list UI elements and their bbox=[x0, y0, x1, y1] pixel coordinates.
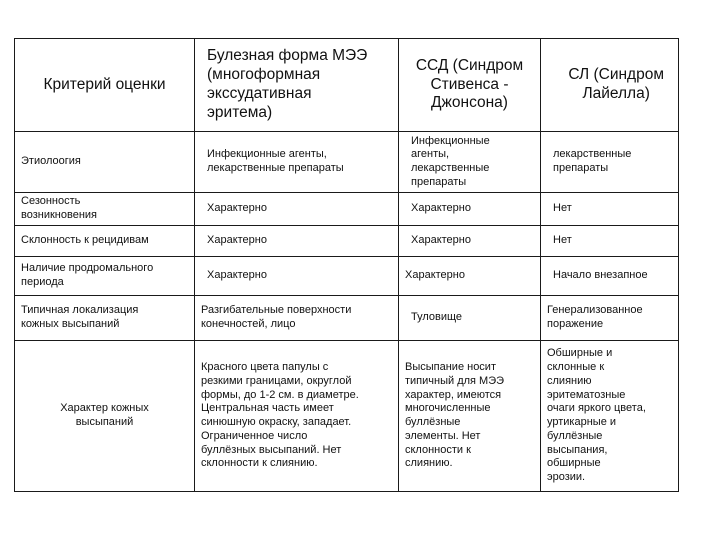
table-row bbox=[15, 257, 679, 296]
ssd-cell bbox=[399, 296, 541, 341]
sl-cell bbox=[541, 341, 679, 492]
ssd-cell bbox=[399, 257, 541, 296]
ssd-cell bbox=[399, 132, 541, 193]
mee-cell bbox=[195, 341, 399, 492]
criterion-text: Характер кожных высыпаний bbox=[60, 402, 149, 428]
mee-text: Красного цвета папулы с резкими границами, округлой формы, до 1-2 см. в диаметре. Центральная часть имеет синюшную окраску, западает. Ограниченное число буллёзных высыпаний. Нет склонности к слиянию. bbox=[201, 361, 359, 470]
sl-text: Нет bbox=[553, 202, 572, 215]
criterion-text: Сезонность возникновения bbox=[21, 195, 97, 221]
criterion-cell bbox=[15, 296, 195, 341]
sl-cell bbox=[541, 257, 679, 296]
table-row bbox=[15, 296, 679, 341]
criterion-text: Этиолоогия bbox=[21, 155, 81, 168]
ssd-text: Туловище bbox=[411, 311, 463, 324]
sl-text: Генерализованное поражение bbox=[547, 304, 643, 330]
header-criterion-label: Критерий оценки bbox=[43, 75, 166, 93]
header-row bbox=[15, 39, 679, 132]
ssd-text: Характерно bbox=[411, 234, 471, 247]
mee-text: Характерно bbox=[207, 269, 267, 282]
sl-text: Начало внезапное bbox=[553, 269, 648, 282]
criterion-cell bbox=[15, 341, 195, 492]
header-ssd bbox=[399, 39, 541, 132]
criterion-text: Наличие продромального периода bbox=[21, 262, 154, 288]
ssd-text: Инфекционные агенты, лекарственные препараты bbox=[411, 134, 490, 188]
mee-cell bbox=[195, 132, 399, 193]
comparison-table bbox=[14, 38, 679, 492]
ssd-cell bbox=[399, 193, 541, 226]
ssd-text: Характерно bbox=[405, 269, 465, 282]
mee-text: Разгибательные поверхности конечностей, лицо bbox=[201, 304, 352, 330]
sl-cell bbox=[541, 132, 679, 193]
mee-cell bbox=[195, 226, 399, 257]
header-criterion bbox=[15, 39, 195, 132]
mee-text: Характерно bbox=[207, 202, 267, 215]
mee-text: Характерно bbox=[207, 234, 267, 247]
ssd-cell bbox=[399, 341, 541, 492]
ssd-cell bbox=[399, 226, 541, 257]
criterion-cell bbox=[15, 257, 195, 296]
header-mee bbox=[195, 39, 399, 132]
header-ssd-label: ССД (Синдром Стивенса - Джонсона) bbox=[415, 56, 524, 112]
sl-cell bbox=[541, 193, 679, 226]
criterion-cell bbox=[15, 193, 195, 226]
sl-cell bbox=[541, 296, 679, 341]
mee-cell bbox=[195, 193, 399, 226]
table-row bbox=[15, 132, 679, 193]
mee-cell bbox=[195, 257, 399, 296]
header-mee-label: Булезная форма МЭЭ (многоформная экссудативная эритема) bbox=[207, 47, 368, 121]
sl-text: лекарственные препараты bbox=[553, 148, 632, 174]
criterion-text: Склонность к рецидивам bbox=[21, 234, 149, 247]
criterion-cell bbox=[15, 132, 195, 193]
header-sl bbox=[541, 39, 679, 132]
sl-cell bbox=[541, 226, 679, 257]
table-row bbox=[15, 226, 679, 257]
sl-text: Нет bbox=[553, 234, 572, 247]
header-sl-label: СЛ (Синдром Лайелла) bbox=[568, 66, 664, 102]
table-row bbox=[15, 193, 679, 226]
mee-text: Инфекционные агенты, лекарственные препараты bbox=[207, 148, 344, 174]
ssd-text: Высыпание носит типичный для МЭЭ характер, имеются многочисленные буллёзные элементы. Нет склонности к слиянию. bbox=[405, 361, 505, 470]
table-row bbox=[15, 341, 679, 492]
ssd-text: Характерно bbox=[411, 202, 471, 215]
sl-text: Обширные и склонные к слиянию эритематозные очаги яркого цвета, уртикарные и буллёзные высыпания, обширные эрозии. bbox=[547, 347, 646, 483]
mee-cell bbox=[195, 296, 399, 341]
criterion-text: Типичная локализация кожных высыпаний bbox=[21, 304, 139, 330]
criterion-cell bbox=[15, 226, 195, 257]
